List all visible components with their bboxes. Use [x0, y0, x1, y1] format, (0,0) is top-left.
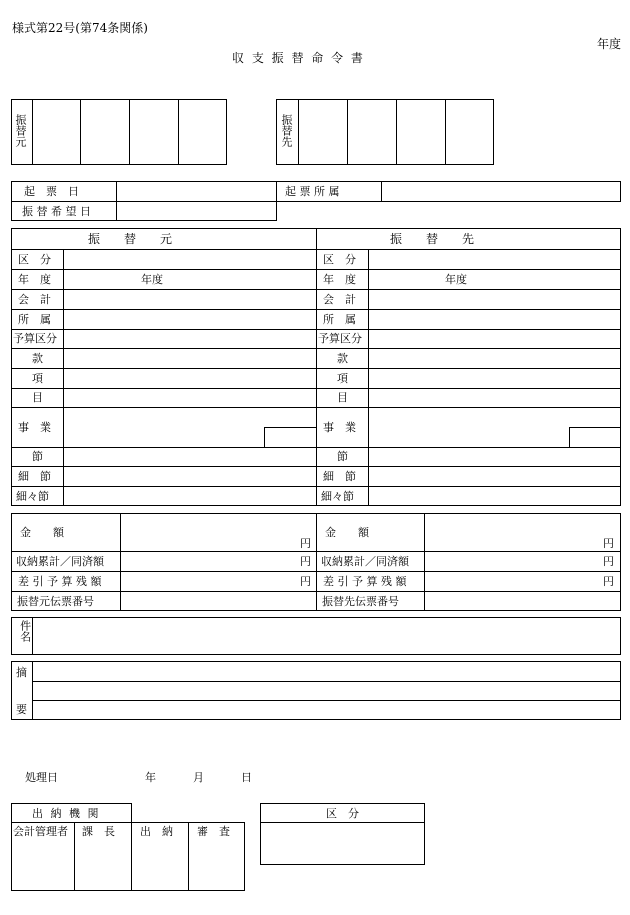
source-stamp-label: 振替元 [14, 114, 27, 147]
issue-date-label: 起 票 日 [24, 185, 79, 198]
dest-slip-label: 振替先伝票番号 [322, 595, 399, 608]
processing-date-label: 処理日 [25, 771, 58, 784]
desired-date-label: 振 替 希 望 日 [22, 205, 91, 218]
issue-dept-field[interactable] [382, 182, 620, 201]
dest-amount-yen: 円 [603, 537, 614, 550]
category-box-header: 区 分 [326, 807, 359, 820]
source-kan-label: 款 [32, 352, 43, 365]
source-account-label: 会 計 [18, 293, 51, 306]
treasury-col-cashier: 出 納 [140, 825, 173, 838]
source-cumulative-label: 収納累計／同済額 [16, 555, 104, 568]
processing-day-char: 日 [241, 771, 252, 784]
source-amount-yen: 円 [300, 537, 311, 550]
source-cumulative-yen: 円 [300, 555, 311, 568]
source-header: 振 替 元 [88, 232, 173, 246]
source-year-label: 年 度 [18, 273, 51, 286]
dest-moku-label: 目 [337, 391, 348, 404]
page-title: 収 支 振 替 命 令 書 [232, 51, 365, 65]
dest-balance-label: 差 引 予 算 残 額 [323, 575, 407, 588]
source-balance-yen: 円 [300, 575, 311, 588]
fiscal-year-label: 年度 [597, 37, 622, 51]
subject-label: 件名 [18, 620, 32, 642]
dest-saisetsu-label: 細 節 [323, 470, 356, 483]
issue-dept-label: 起 票 所 属 [285, 185, 340, 198]
dest-dept-label: 所 属 [323, 313, 356, 326]
source-project-label: 事 業 [18, 421, 51, 434]
processing-year-char: 年 [145, 771, 156, 784]
treasury-col-auditor: 審 査 [197, 825, 230, 838]
summary-label-top: 摘 [16, 666, 27, 679]
source-setsu-label: 節 [32, 450, 43, 463]
dest-balance-yen: 円 [603, 575, 614, 588]
form-number: 様式第22号(第74条関係) [12, 21, 148, 35]
source-amount-label: 金 額 [20, 526, 64, 539]
source-balance-label: 差 引 予 算 残 額 [18, 575, 102, 588]
dest-kou-label: 項 [337, 372, 348, 385]
processing-month-char: 月 [193, 771, 204, 784]
dest-setsu-label: 節 [337, 450, 348, 463]
dest-year-value: 年度 [445, 273, 467, 286]
desired-date-field[interactable] [117, 202, 275, 220]
source-dept-label: 所 属 [18, 313, 51, 326]
dest-stamp-label: 振替先 [280, 114, 293, 147]
dest-project-label: 事 業 [323, 421, 356, 434]
source-saisetsu-label: 細 節 [18, 470, 51, 483]
source-kou-label: 項 [32, 372, 43, 385]
dest-amount-label: 金 額 [325, 526, 369, 539]
dest-account-label: 会 計 [323, 293, 356, 306]
dest-category-label: 区 分 [323, 253, 356, 266]
issue-date-field[interactable] [117, 182, 275, 201]
dest-saisaisetsu-label: 細々節 [321, 490, 354, 503]
dest-cumulative-yen: 円 [603, 555, 614, 568]
dest-kan-label: 款 [337, 352, 348, 365]
source-budget-category-label: 予算区分 [13, 332, 57, 345]
treasury-col-chief: 課 長 [82, 825, 115, 838]
summary-label-bottom: 要 [16, 703, 27, 716]
dest-budget-category-label: 予算区分 [318, 332, 362, 345]
source-year-value: 年度 [141, 273, 163, 286]
source-slip-label: 振替元伝票番号 [17, 595, 94, 608]
dest-cumulative-label: 収納累計／同済額 [321, 555, 409, 568]
source-category-label: 区 分 [18, 253, 51, 266]
treasury-col-accountant: 会計管理者 [13, 825, 68, 838]
dest-header: 振 替 先 [390, 232, 475, 246]
treasury-header: 出 納 機 関 [32, 807, 101, 820]
source-moku-label: 目 [32, 391, 43, 404]
dest-year-label: 年 度 [323, 273, 356, 286]
source-saisaisetsu-label: 細々節 [16, 490, 49, 503]
